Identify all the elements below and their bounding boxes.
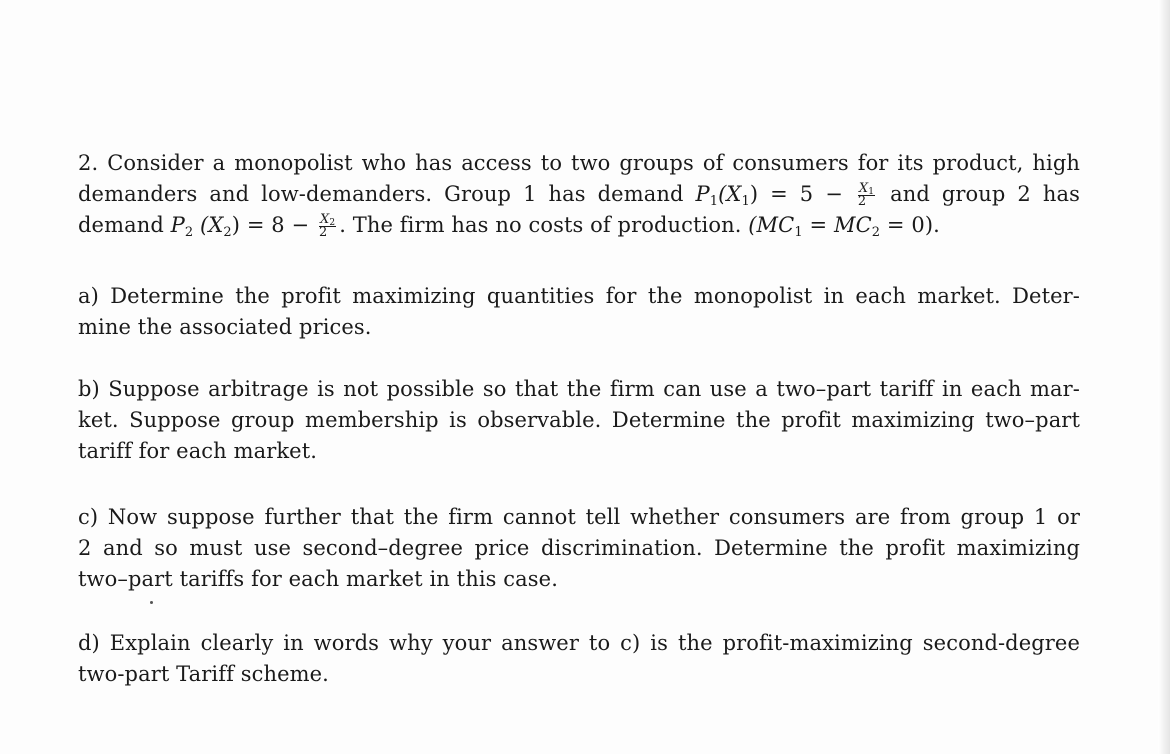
equation-part: = 8 − <box>240 213 317 237</box>
fraction-denominator: 2 <box>319 225 328 240</box>
part-c <box>78 502 1080 595</box>
part-c-line-2: 2 and so must use second–degree price discrimination. Determine the profit maximizing <box>78 536 1080 560</box>
part-d <box>78 628 1080 690</box>
question-line-2 <box>78 179 1080 210</box>
symbol-x: (X <box>718 182 742 206</box>
demand-p2 <box>170 213 241 240</box>
part-c-line-1: c) Now suppose further that the firm cannot tell whether consumers are from group 1 or <box>78 505 1080 529</box>
part-a-line-1: a) Determine the profit maximizing quantities for the monopolist in each market. Deter- <box>78 284 1080 308</box>
demand-p1 <box>695 182 759 209</box>
text-span: demanders and low-demanders. Group 1 has demand <box>78 182 696 206</box>
subscript: 1 <box>868 187 875 197</box>
question-line-1: 2. Consider a monopolist who has access to two groups of consumers for its product, high <box>78 151 1080 175</box>
question-stem <box>78 148 1080 241</box>
scan-speck <box>150 601 153 604</box>
part-b-line-3: tariff for each market. <box>78 439 318 463</box>
text-span: and group 2 has <box>878 182 1080 206</box>
mc-text: = MC <box>802 213 872 237</box>
fraction-x1-over-2 <box>858 183 875 208</box>
part-d-line-2: two-part Tariff scheme. <box>78 662 329 686</box>
subscript: 2 <box>871 225 881 240</box>
part-a-line-2: mine the associated prices. <box>78 315 372 339</box>
subscript: 2 <box>184 225 194 240</box>
mc-text: (MC <box>748 213 795 237</box>
subscript: 2 <box>223 225 232 240</box>
part-b-line-1: b) Suppose arbitrage is not possible so that the firm can use a two–part tariff in each mar- <box>78 377 1080 401</box>
part-a <box>78 281 1080 343</box>
subscript: 1 <box>741 194 750 209</box>
marginal-cost-condition <box>748 213 940 240</box>
subscript: 1 <box>709 194 719 209</box>
equation-part: = 5 − <box>758 182 855 206</box>
scan-edge-shadow <box>1158 0 1170 754</box>
symbol-p: P <box>170 213 185 237</box>
fraction-x2-over-2 <box>319 214 336 239</box>
paren: ) <box>231 213 241 237</box>
symbol-x: X <box>320 212 330 227</box>
part-b <box>78 374 1080 467</box>
symbol-x: X <box>858 181 869 196</box>
symbol-x: (X <box>193 213 224 237</box>
text-span: . The firm has no costs of production. <box>339 213 749 237</box>
symbol-p: P <box>695 182 710 206</box>
part-c-line-3: two–part tariffs for each market in this case. <box>78 567 558 591</box>
subscript: 1 <box>794 225 803 240</box>
paren: ) <box>749 182 759 206</box>
mc-text: = 0). <box>880 213 940 237</box>
text-span: demand <box>78 213 171 237</box>
fraction-denominator: 2 <box>857 194 867 209</box>
subscript: 2 <box>329 218 336 228</box>
part-d-line-1: d) Explain clearly in words why your answer to c) is the profit-maximizing second-degree <box>78 631 1080 655</box>
part-b-line-2: ket. Suppose group membership is observable. Determine the profit maximizing two–part <box>78 408 1080 432</box>
question-line-3 <box>78 210 1080 241</box>
